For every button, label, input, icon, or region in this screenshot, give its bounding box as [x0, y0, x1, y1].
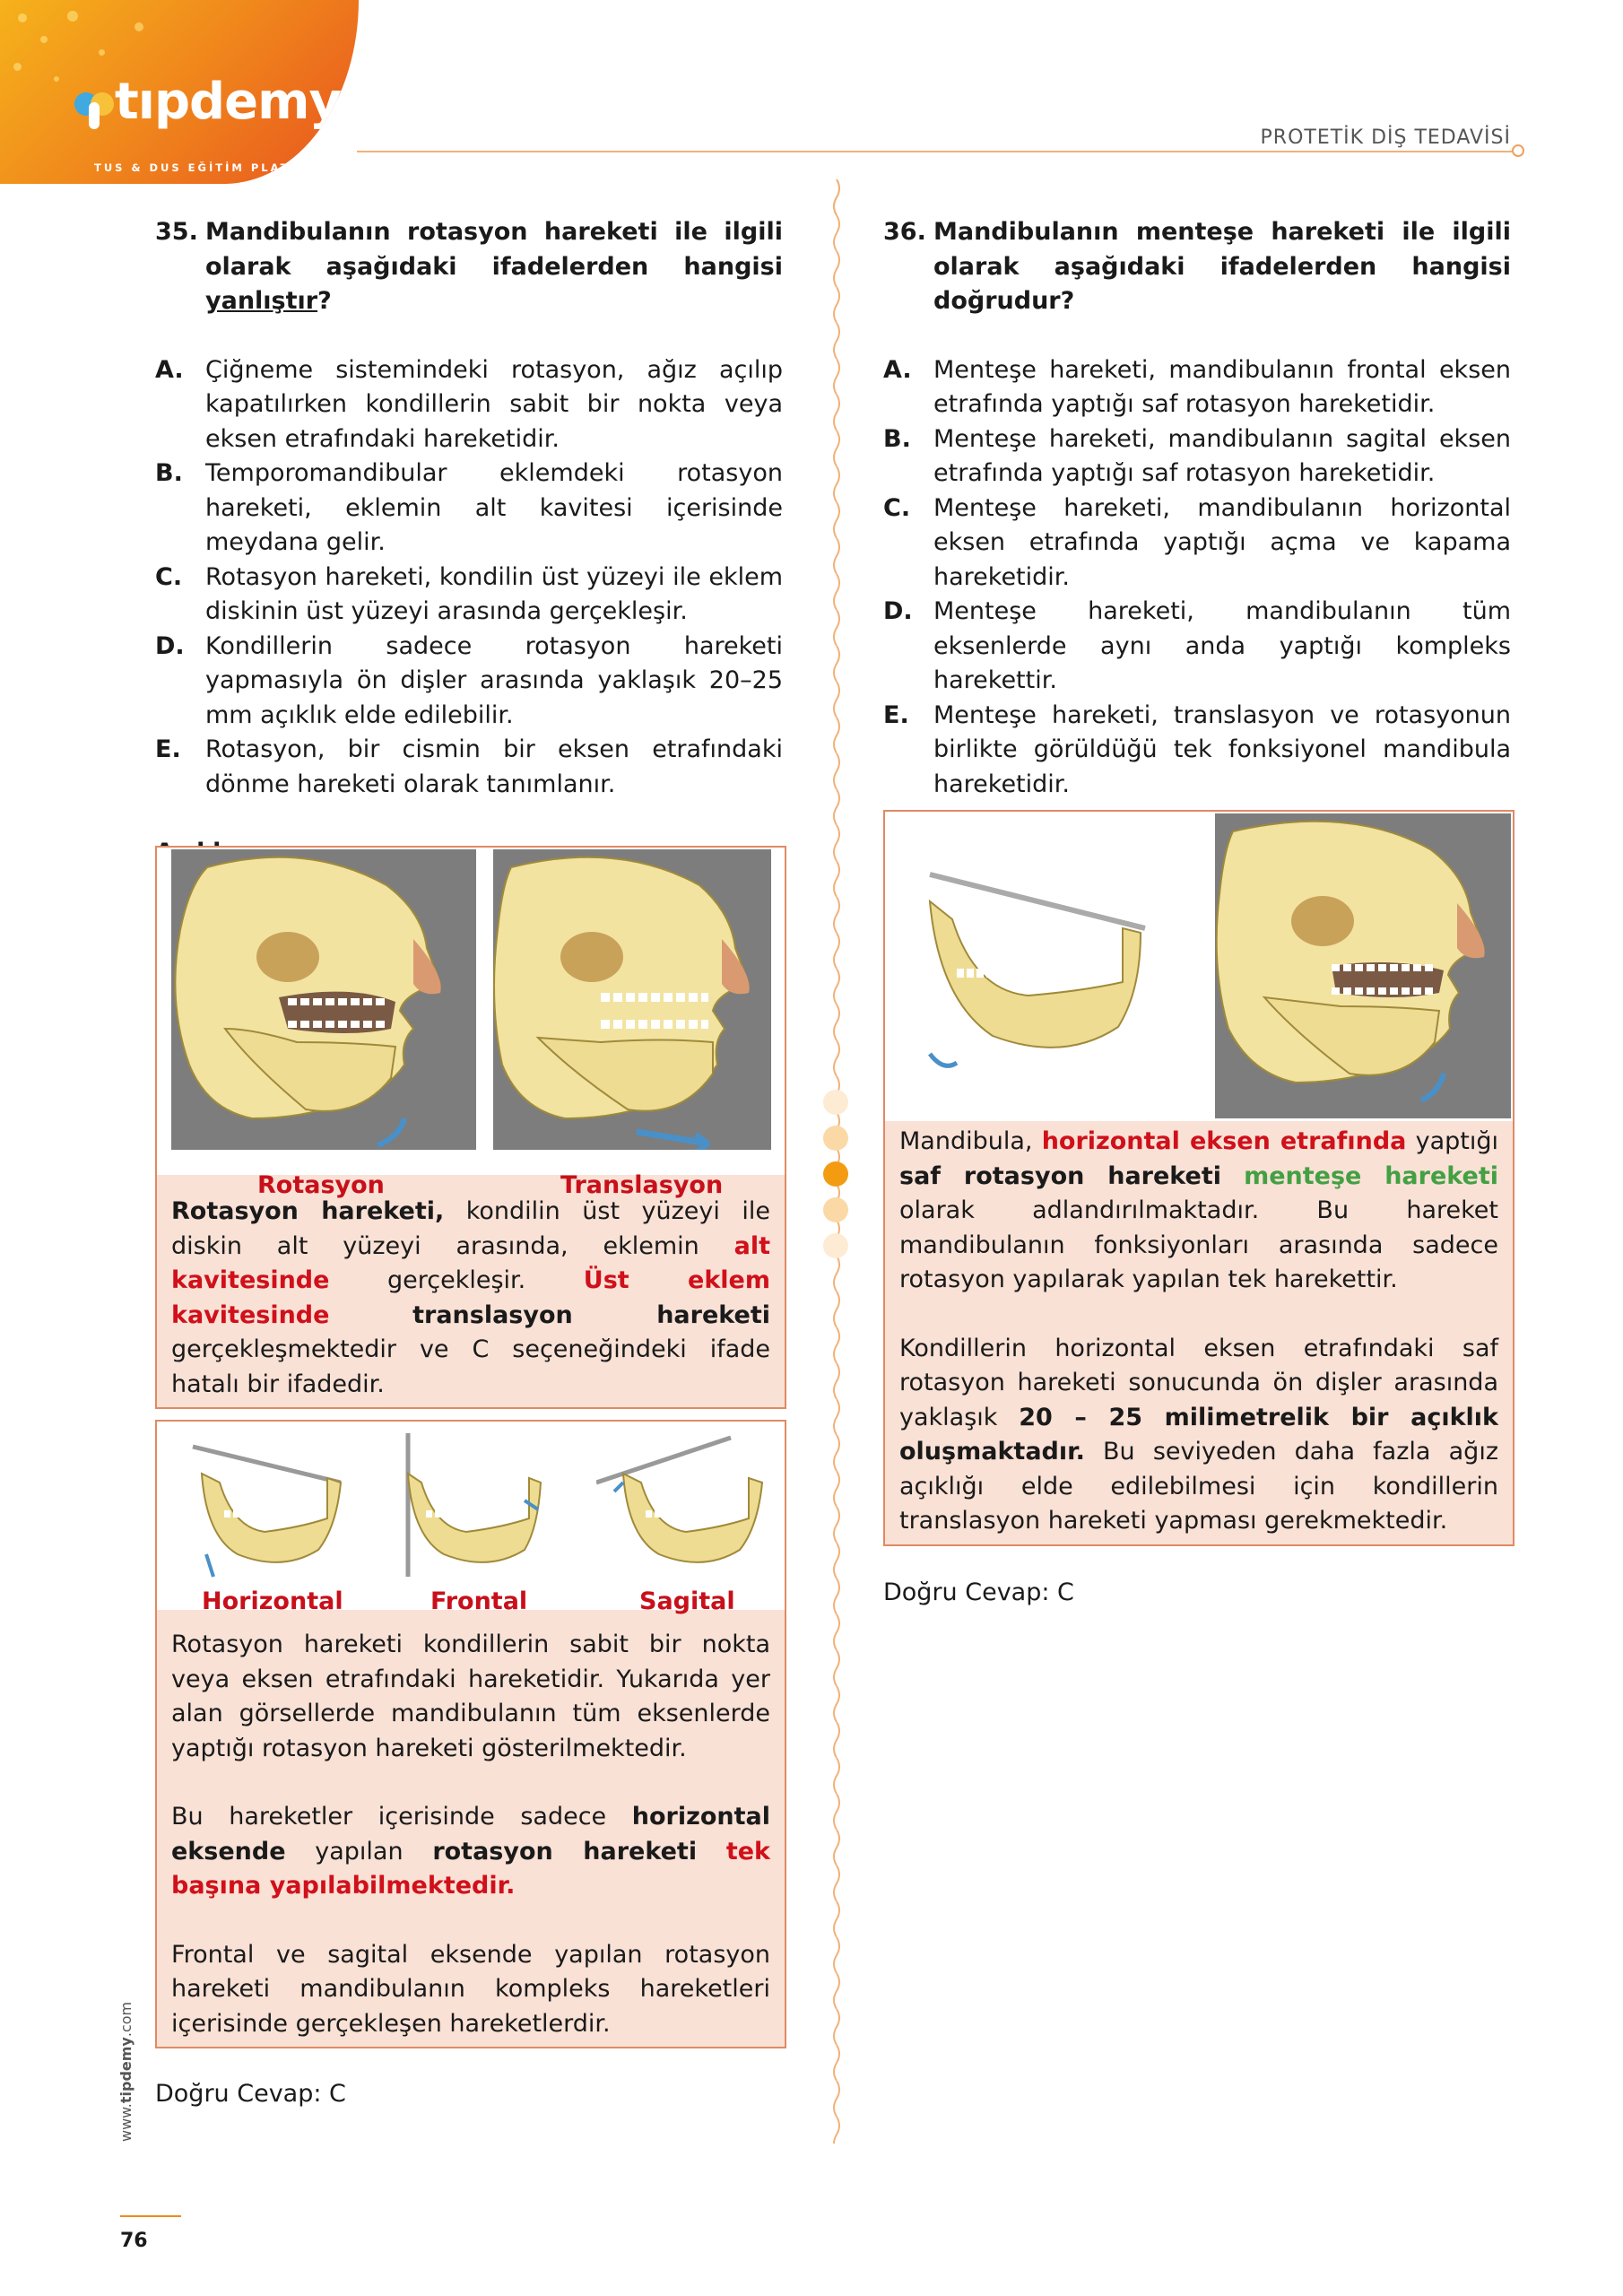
explanation-text-36: [885, 1121, 1513, 1544]
option-text: Menteşe hareketi, translasyon ve rotasyonun birlikte görüldüğü tek fonksiyonel mandibula hareketidir.: [933, 700, 1511, 798]
text-bold: saf rotasyon hareketi: [899, 1161, 1221, 1190]
question-36: [883, 215, 1511, 871]
hinge-figure: [885, 812, 1513, 1121]
option-text: Çiğneme sistemindeki rotasyon, ağız açılıp kapatılırken kondillerin sabit bir nokta veya eksen etrafındaki hareketidir.: [205, 355, 783, 453]
option-letter: C.: [155, 562, 183, 591]
stem-end: ?: [317, 287, 332, 315]
site-prefix: www.: [117, 2103, 135, 2142]
label-translasyon: Translasyon: [560, 1171, 724, 1199]
label-sagital: Sagital: [639, 1587, 735, 1615]
options-list: [155, 353, 783, 803]
option-e[interactable]: [155, 733, 783, 802]
brand-name: tıpdemy: [115, 73, 341, 131]
option-text: Temporomandibular eklemdeki rotasyon hareketi, eklemin alt kavitesi içerisinde meydana gelir.: [205, 459, 783, 556]
label-frontal: Frontal: [430, 1587, 528, 1615]
paragraph: [171, 1800, 770, 1904]
mandible-frontal-illustration: [390, 1429, 551, 1586]
text: [1221, 1162, 1244, 1190]
text: kondilin üst yüzeyi ile diskin alt yüzeyi arasında, eklemin: [171, 1197, 770, 1260]
option-e[interactable]: [883, 699, 1511, 803]
option-text: Menteşe hareketi, mandibulanın sagital eksen etrafında yaptığı saf rotasyon hareketidir.: [933, 424, 1511, 487]
option-b[interactable]: [883, 422, 1511, 491]
mandible-axes-figure: [157, 1422, 785, 1615]
option-letter: E.: [883, 700, 909, 729]
option-letter: A.: [155, 355, 184, 384]
stem-underlined: yanlıştır: [205, 287, 318, 315]
explanation-text-1: [157, 1175, 785, 1407]
paragraph: [899, 1125, 1498, 1298]
text: [329, 1301, 412, 1329]
explanation-box-36: [883, 810, 1515, 1546]
header-rule-end: [1512, 144, 1524, 157]
option-b[interactable]: [155, 457, 783, 561]
question-36-stem: [883, 215, 1511, 319]
answer-35: Doğru Cevap: C: [155, 2080, 346, 2108]
mandible-horizontal-illustration: [184, 1429, 363, 1586]
text-bold: horizontal eksende: [171, 1803, 770, 1866]
paragraph: Rotasyon hareketi kondillerin sabit bir nokta veya eksen etrafındaki hareketidir. Yukarıda yer alan görsellerde mandibulanın tüm eksenlerde yaptığı rotasyon hareketi gösterilmektedir.: [171, 1631, 770, 1762]
text: Kondillerin horizontal eksen etrafındaki saf rotasyon hareketi sonucunda ön dişler arasında yaklaşık: [899, 1334, 1498, 1431]
text-bold: Rotasyon hareketi,: [171, 1197, 445, 1225]
answer-36: Doğru Cevap: C: [883, 1578, 1074, 1606]
site-url[interactable]: [109, 2002, 144, 2142]
page-number-bar: [120, 2215, 181, 2217]
text: yaptığı: [1406, 1127, 1499, 1155]
mandible-hinge-illustration: [903, 848, 1172, 1090]
text: Mandibula,: [899, 1127, 1042, 1155]
skull-hinge-illustration: [1215, 813, 1511, 1118]
mandible-sagital-illustration: [596, 1429, 776, 1586]
paragraph: Frontal ve sagital eksende yapılan rotasyon hareketi mandibulanın kompleks hareketleri içerisinde gerçekleşen hareketlerdir.: [171, 1940, 770, 2038]
option-letter: B.: [155, 459, 183, 487]
option-letter: D.: [155, 631, 185, 660]
explanation-box-1: [155, 846, 786, 1409]
text-highlight: Üst eklem kavitesinde: [171, 1266, 770, 1329]
question-number: 35.: [155, 218, 198, 246]
option-text: Menteşe hareketi, mandibulanın tüm eksenlerde aynı anda yaptığı kompleks harekettir.: [933, 597, 1511, 694]
text: Bu hareketler içerisinde sadece: [171, 1803, 632, 1831]
option-letter: D.: [883, 597, 913, 625]
label-rotasyon: Rotasyon: [257, 1171, 385, 1199]
skull-rotation-illustration: [171, 849, 476, 1150]
option-c[interactable]: [155, 561, 783, 630]
text-bold: 20 – 25 milimetrelik bir açıklık oluşmaktadır.: [899, 1403, 1498, 1465]
option-d[interactable]: [883, 595, 1511, 699]
text: gerçekleşmektedir ve C seçeneğindeki ifade hatalı bir ifadedir.: [171, 1335, 770, 1398]
option-letter: A.: [883, 355, 912, 384]
option-letter: E.: [155, 735, 181, 763]
option-text: Menteşe hareketi, mandibulanın frontal eksen etrafında yaptığı saf rotasyon hareketidir.: [933, 355, 1511, 418]
text-green: menteşe hareketi: [1244, 1161, 1498, 1190]
option-text: Rotasyon, bir cismin bir eksen etrafındaki dönme hareketi olarak tanımlanır.: [205, 735, 783, 798]
divider-dots: [823, 1090, 850, 1269]
paragraph: [899, 1332, 1498, 1539]
option-d[interactable]: [155, 630, 783, 734]
page-number: 76: [120, 2230, 148, 2252]
skull-figure: [157, 848, 785, 1199]
explanation-text-2: [157, 1610, 785, 2047]
text-highlight: alt kavitesinde: [171, 1231, 770, 1294]
header-banner: [0, 0, 359, 184]
text: olarak adlandırılmaktadır. Bu hareket mandibulanın fonksiyonları arasında sadece rotasyon yapılarak yapılan tek harekettir.: [899, 1196, 1498, 1293]
option-a[interactable]: [883, 353, 1511, 422]
question-number: 36.: [883, 218, 926, 246]
text-highlight: tek başına yapılabilmektedir.: [171, 1837, 770, 1900]
text: [697, 1838, 726, 1866]
brand-logo-icon: [74, 90, 115, 131]
site-bold: tipdemy: [117, 2037, 135, 2104]
section-title: PROTETİK DİŞ TEDAVİSİ: [1260, 126, 1511, 149]
option-text: Rotasyon hareketi, kondilin üst yüzeyi ile eklem diskinin üst yüzeyi arasında gerçekleşir.: [205, 562, 783, 625]
option-letter: C.: [883, 493, 911, 522]
text-highlight: horizontal eksen etrafında: [1041, 1127, 1407, 1155]
site-suffix: .com: [117, 2001, 135, 2038]
stem-text: Mandibulanın menteşe hareketi ile ilgili olarak aşağıdaki ifadelerden hangisi doğrudur?: [933, 218, 1511, 315]
skull-translation-illustration: [493, 849, 771, 1150]
text-bold: rotasyon hareketi: [432, 1837, 698, 1866]
option-text: Kondillerin sadece rotasyon hareketi yapmasıyla ön dişler arasında yaklaşık 20–25 mm açıklık elde edilebilir.: [205, 631, 783, 729]
explanation-box-2: [155, 1420, 786, 2048]
text-bold: translasyon hareketi: [412, 1300, 770, 1329]
brand-tagline: TUS & DUS EĞİTİM PLATFORMU: [94, 161, 346, 174]
question-35-stem: [155, 215, 783, 319]
options-list: [883, 353, 1511, 803]
stem-text: Mandibulanın rotasyon hareketi ile ilgili olarak aşağıdaki ifadelerden hangisi: [205, 218, 783, 281]
text: yapılan: [285, 1837, 433, 1866]
label-horizontal: Horizontal: [202, 1587, 343, 1615]
option-text: Menteşe hareketi, mandibulanın horizontal eksen etrafında yaptığı açma ve kapama hareketidir.: [933, 493, 1511, 591]
question-35: [155, 215, 783, 871]
text: gerçekleşir.: [329, 1266, 584, 1294]
option-letter: B.: [883, 424, 911, 453]
option-c[interactable]: [883, 491, 1511, 596]
option-a[interactable]: [155, 353, 783, 457]
text: Bu seviyeden daha fazla ağız açıklığı elde edilebilmesi için kondillerin translasyon hareketi yapması gerekmektedir.: [899, 1438, 1498, 1535]
